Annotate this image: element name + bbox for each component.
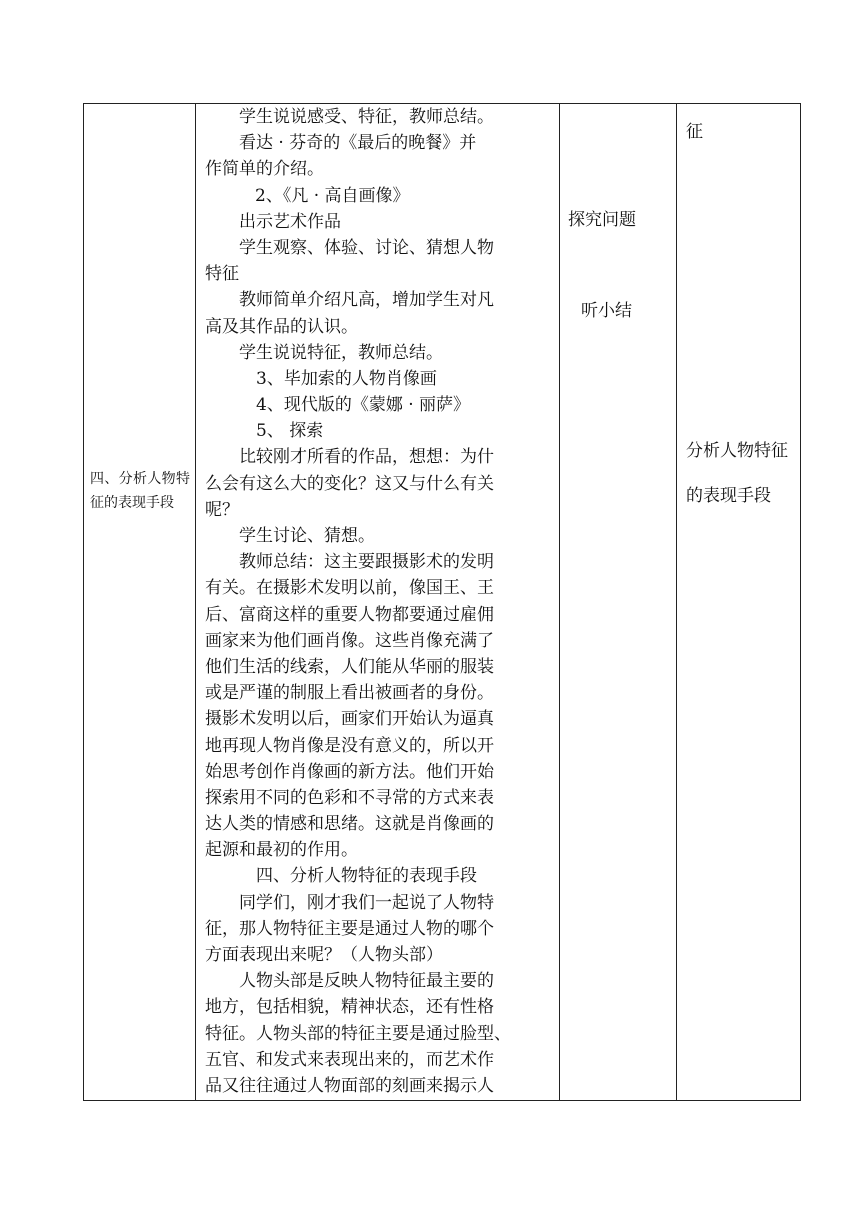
content-line: 他们生活的线索，人们能从华丽的服装 xyxy=(205,656,494,677)
design-intent-cell xyxy=(677,104,802,1100)
student-activity-cell xyxy=(560,104,676,1100)
content-line: 有关。在摄影术发明以前，像国王、王 xyxy=(205,578,494,599)
content-line: 么会有这么大的变化？这又与什么有关 xyxy=(205,473,494,494)
content-line: 4、现代版的《蒙娜 · 丽萨》 xyxy=(256,395,471,416)
content-line: 达人类的情感和思绪。这就是肖像画的 xyxy=(205,814,494,835)
content-line: 出示艺术作品 xyxy=(239,211,341,232)
content-line: 摄影术发明以后，画家们开始认为逼真 xyxy=(205,709,494,730)
content-line: 学生观察、体验、讨论、猜想人物 xyxy=(239,237,494,258)
content-line: 3、毕加索的人物肖像画 xyxy=(256,368,437,389)
content-line: 学生说说感受、特征，教师总结。 xyxy=(239,107,494,127)
content-line: 地方，包括相貌，精神状态，还有性格 xyxy=(205,997,494,1018)
content-line: 看达 · 芬奇的《最后的晚餐》并 xyxy=(239,133,477,154)
content-line: 方面表现出来呢？（人物头部） xyxy=(205,945,443,965)
content-line: 呢？ xyxy=(205,499,239,520)
content-line: 起源和最初的作用。 xyxy=(205,840,358,861)
activity-explore: 探究问题 xyxy=(568,210,636,230)
content-line: 5、 探索 xyxy=(256,421,324,442)
content-line: 征，那人物特征主要是通过人物的哪个 xyxy=(205,918,494,939)
content-line: 画家来为他们画肖像。这些肖像充满了 xyxy=(205,630,494,651)
content-line: 地再现人物肖像是没有意义的，所以开 xyxy=(205,735,494,756)
content-line: 高及其作品的认识。 xyxy=(205,316,358,337)
activity-summary: 听小结 xyxy=(581,301,632,321)
content-line: 后、富商这样的重要人物都要通过雇佣 xyxy=(205,604,494,625)
design-intent-main: 分析人物特征的表现手段 xyxy=(686,441,788,506)
topic-text: 四、分析人物特征的表现手段 xyxy=(90,471,190,511)
design-intent-top: 征 xyxy=(686,122,703,142)
topic-cell xyxy=(84,104,195,1100)
content-line: 特征。人物头部的特征主要是通过脸型、 xyxy=(205,1023,511,1044)
content-line: 特征 xyxy=(205,264,239,285)
content-line: 始思考创作肖像画的新方法。他们开始 xyxy=(205,761,494,782)
content-line: 探索用不同的色彩和不寻常的方式来表 xyxy=(205,787,494,808)
content-line: 人物头部是反映人物特征最主要的 xyxy=(239,971,494,992)
content-line: 四、分析人物特征的表现手段 xyxy=(256,866,477,887)
content-line: 教师总结：这主要跟摄影术的发明 xyxy=(239,552,494,573)
content-line: 或是严谨的制服上看出被画者的身份。 xyxy=(205,683,494,704)
content-line: 教师简单介绍凡高，增加学生对凡 xyxy=(239,290,494,311)
content-line: 比较刚才所看的作品，想想：为什 xyxy=(239,447,494,468)
content-body xyxy=(205,104,553,1099)
content-line: 2、《凡 · 高自画像》 xyxy=(255,185,410,206)
content-cell xyxy=(196,104,560,1100)
content-line: 学生讨论、猜想。 xyxy=(239,526,375,546)
content-line: 作简单的介绍。 xyxy=(205,159,324,180)
content-line: 品又往往通过人物面部的刻画来揭示人 xyxy=(205,1075,494,1096)
content-line: 同学们，刚才我们一起说了人物特 xyxy=(239,892,494,913)
content-line: 五官、和发式来表现出来的，而艺术作 xyxy=(205,1049,494,1070)
content-line: 学生说说特征，教师总结。 xyxy=(239,342,443,363)
lesson-table xyxy=(83,103,801,1101)
